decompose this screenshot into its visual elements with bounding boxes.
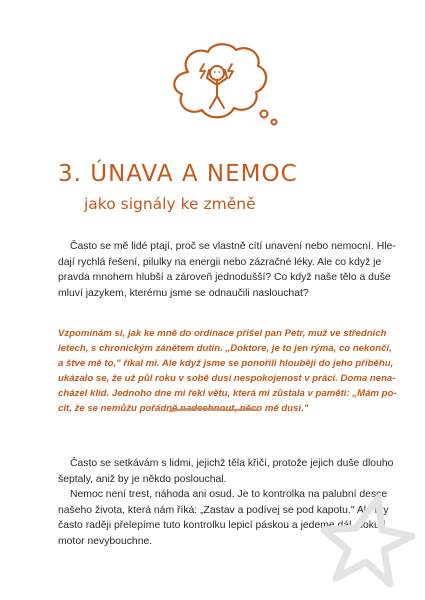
star-watermark-icon xyxy=(318,490,418,590)
quote-line: letech, s chronickým zánětem dutin. „Doktore, je to jen rýma, co nekončí, xyxy=(58,343,392,354)
text-line: Často se mě lidé ptají, proč se vlastně cítí unavení nebo nemocní. Hle- xyxy=(70,241,396,252)
quote-line: ukázalo se, že už půl roku v sobě dusí nespokojenost v práci. Doma nena- xyxy=(58,373,396,384)
patient-story-quote xyxy=(58,326,397,416)
text-line: motor nevybouchne. xyxy=(58,535,153,547)
text-line: našeho života, která nám říká: „Zastav a podívej se pod kapotu." Ale my xyxy=(58,504,389,516)
body-paragraph xyxy=(58,456,394,487)
text-line: pravda mnohem hlubší a zároveň jednodušší? Co když naše tělo a duše xyxy=(58,272,391,284)
text-line: často raději přelepíme tuto kontrolku lepicí páskou a jedeme dál, dokud xyxy=(58,520,386,532)
chapter-subtitle: jako signály ke změně xyxy=(84,195,256,213)
quote-line: cit, že se nemůžu pořádně nadechnout, něco mě dusí." xyxy=(58,403,309,414)
quote-line: a štve mě to," říkal mi. Ale když jsme se ponořili hlouběji do jeho příběhu, xyxy=(58,358,394,369)
text-line: dají rychlá řešení, pilulky na energii nebo zázračné léky. Ale co když je xyxy=(58,256,382,268)
stressed-person-thought-cloud-icon xyxy=(160,40,280,135)
intro-paragraph xyxy=(58,239,396,301)
text-line: mluví jazykem, kterému jsme se odnaučili naslouchat? xyxy=(58,287,309,299)
quote-line: Vzpomínám si, jak ke mně do ordinace přišel pan Petr, muž ve středních xyxy=(58,328,387,339)
text-line: Nemoc není trest, náhoda ani osud. Je to kontrolka na palubní desce xyxy=(70,489,388,500)
chapter-title: 3. ÚNAVA A NEMOC xyxy=(58,161,298,187)
text-line: Často se setkávám s lidmi, jejichž těla křičí, protože jejich duše dlouho xyxy=(70,458,394,469)
quote-line: cházel klid. Jednoho dne mi řekl větu, která mi zůstala v paměti: „Mám po- xyxy=(58,388,397,399)
decorative-underline xyxy=(168,405,260,415)
text-line: šeptaly, aniž by je někdo poslouchal. xyxy=(58,473,227,485)
